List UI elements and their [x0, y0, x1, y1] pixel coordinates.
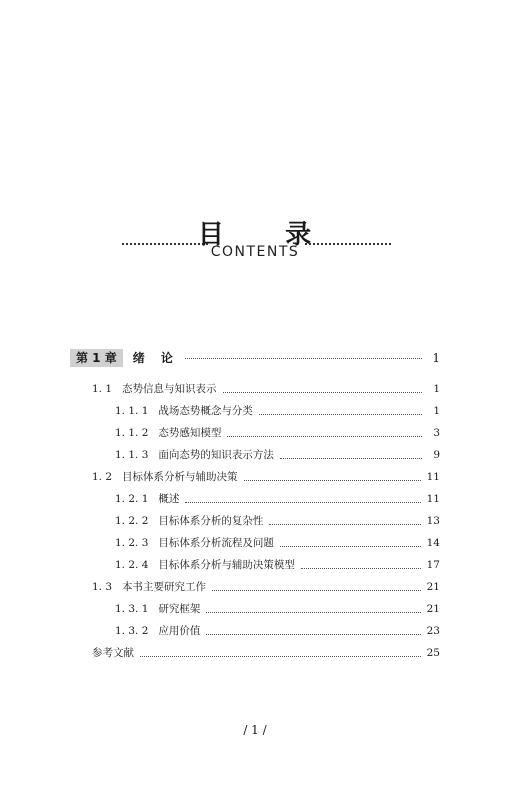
subsection-number: 1. 2. 1	[115, 493, 149, 505]
dot-leader	[301, 567, 421, 569]
subsection-page: 1	[433, 405, 440, 417]
section-number: 1. 1	[92, 383, 113, 395]
toc-subsection-row[interactable]	[115, 492, 440, 506]
subsection-page: 17	[426, 559, 440, 571]
dot-leader	[259, 413, 422, 415]
toc-section-row[interactable]	[92, 580, 440, 594]
chapter-page: 1	[432, 351, 440, 365]
subsection-page: 23	[426, 625, 440, 637]
page-number: / 1 /	[243, 723, 267, 737]
dot-leader	[223, 391, 422, 393]
toc-section-row[interactable]	[92, 382, 440, 396]
toc-subsection-row[interactable]	[115, 404, 440, 418]
dot-leader	[206, 633, 420, 635]
dot-leader	[140, 655, 421, 657]
subsection-number: 1. 1. 3	[115, 449, 149, 461]
subsection-title: 战场态势概念与分类	[158, 405, 253, 417]
subsection-number: 1. 1. 1	[115, 405, 149, 417]
toc-title-char-1: 目	[197, 220, 225, 250]
subsection-title: 应用价值	[158, 625, 201, 637]
chapter-badge: 第 1 章	[70, 349, 123, 367]
toc-subsection-row[interactable]	[115, 624, 440, 638]
subsection-page: 11	[426, 493, 440, 505]
dot-leader	[212, 589, 421, 591]
section-number: 1. 3	[92, 581, 113, 593]
subsection-title: 面向态势的知识表示方法	[158, 449, 274, 461]
section-page: 1	[433, 383, 440, 395]
subsection-title: 目标体系分析的复杂性	[158, 515, 264, 527]
subsection-title: 概述	[158, 493, 180, 505]
dot-leader	[280, 457, 422, 459]
subsection-number: 1. 3. 2	[115, 625, 149, 637]
toc-title-char-2: 录	[285, 220, 313, 250]
subsection-title: 目标体系分析与辅助决策模型	[158, 559, 295, 571]
subsection-number: 1. 2. 4	[115, 559, 149, 571]
subsection-page: 3	[433, 427, 440, 439]
references-title: 参考文献	[92, 647, 134, 659]
toc-subsection-row[interactable]	[115, 426, 440, 440]
subsection-number: 1. 2. 3	[115, 537, 149, 549]
toc-subsection-row[interactable]	[115, 536, 440, 550]
references-page: 25	[426, 647, 440, 659]
subsection-title: 研究框架	[158, 603, 201, 615]
section-page: 11	[426, 471, 440, 483]
section-number: 1. 2	[92, 471, 113, 483]
section-title: 本书主要研究工作	[122, 581, 207, 593]
subsection-title: 态势感知模型	[158, 427, 222, 439]
dot-leader	[206, 611, 420, 613]
subsection-number: 1. 2. 2	[115, 515, 149, 527]
subsection-page: 14	[426, 537, 440, 549]
dot-leader	[280, 545, 421, 547]
toc-subsection-row[interactable]	[115, 558, 440, 572]
subsection-number: 1. 1. 2	[115, 427, 149, 439]
section-title: 态势信息与知识表示	[122, 383, 217, 395]
dot-leader	[244, 479, 421, 481]
section-page: 21	[426, 581, 440, 593]
chapter-title: 绪 论	[132, 351, 179, 365]
toc-subsection-row[interactable]	[115, 602, 440, 616]
toc-section-row[interactable]	[92, 470, 440, 484]
dot-leader	[269, 523, 420, 525]
toc-chapter-row[interactable]	[70, 348, 440, 368]
toc-subsection-row[interactable]	[115, 448, 440, 462]
toc-references-row[interactable]	[92, 646, 440, 660]
dot-leader	[185, 357, 422, 359]
subsection-page: 9	[433, 449, 440, 461]
subsection-page: 13	[426, 515, 440, 527]
subsection-number: 1. 3. 1	[115, 603, 149, 615]
section-title: 目标体系分析与辅助决策	[122, 471, 238, 483]
toc-subtitle: CONTENTS	[210, 244, 300, 260]
subsection-page: 21	[426, 603, 440, 615]
dot-leader	[185, 501, 420, 503]
toc-subsection-row[interactable]	[115, 514, 440, 528]
subsection-title: 目标体系分析流程及问题	[158, 537, 274, 549]
dot-leader	[227, 435, 422, 437]
